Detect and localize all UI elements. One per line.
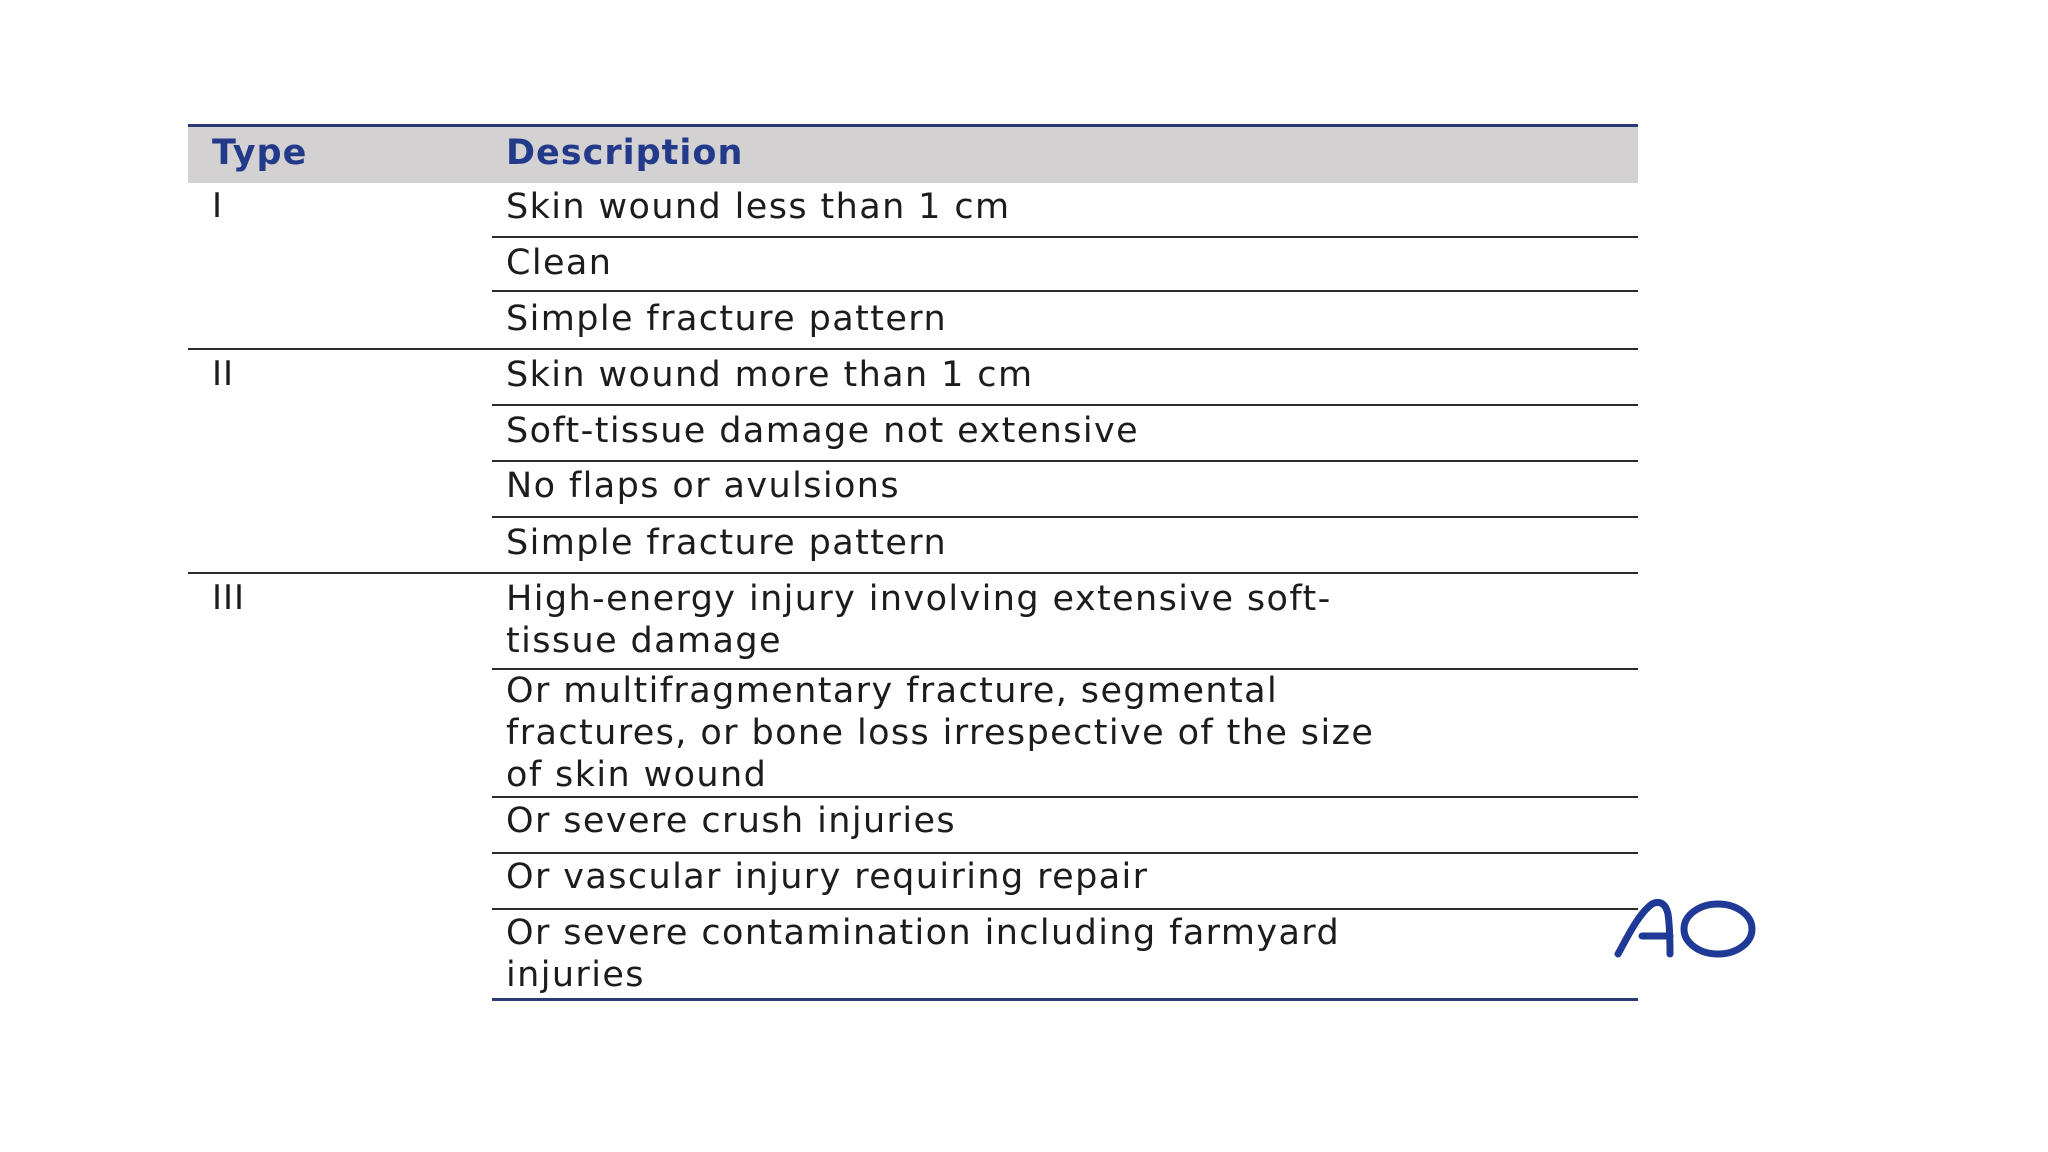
table-header-row: [188, 127, 1638, 183]
description-cell: Skin wound more than 1 cm: [506, 355, 1034, 395]
row-divider: [492, 404, 1638, 406]
description-cell: High-energy injury involving extensive soft- tissue damage: [506, 579, 1332, 661]
row-divider: [492, 852, 1638, 854]
row-divider: [492, 460, 1638, 462]
description-cell: Or multifragmentary fracture, segmental fractures, or bone loss irrespective of the size of skin wound: [506, 671, 1375, 795]
ao-logo: [1612, 896, 1758, 960]
row-divider: [492, 908, 1638, 910]
description-cell: No flaps or avulsions: [506, 466, 900, 506]
description-cell: Simple fracture pattern: [506, 299, 948, 339]
row-divider: [492, 796, 1638, 798]
description-cell: Or severe crush injuries: [506, 801, 957, 841]
description-cell: Simple fracture pattern: [506, 523, 948, 563]
group-divider: [188, 572, 1638, 574]
type-label: I: [212, 186, 224, 226]
row-divider: [492, 236, 1638, 238]
row-divider: [492, 516, 1638, 518]
description-cell: Or severe contamination including farmyard injuries: [506, 913, 1341, 995]
row-divider: [492, 290, 1638, 292]
table-bottom-rule: [492, 998, 1638, 1001]
description-cell: Skin wound less than 1 cm: [506, 187, 1011, 227]
description-cell: Or vascular injury requiring repair: [506, 857, 1149, 897]
group-divider: [188, 348, 1638, 350]
type-label: II: [212, 354, 235, 394]
description-cell: Soft-tissue damage not extensive: [506, 411, 1140, 451]
header-type: Type: [212, 133, 308, 173]
description-cell: Clean: [506, 243, 613, 283]
header-description: Description: [506, 133, 744, 173]
type-label: III: [212, 578, 246, 618]
